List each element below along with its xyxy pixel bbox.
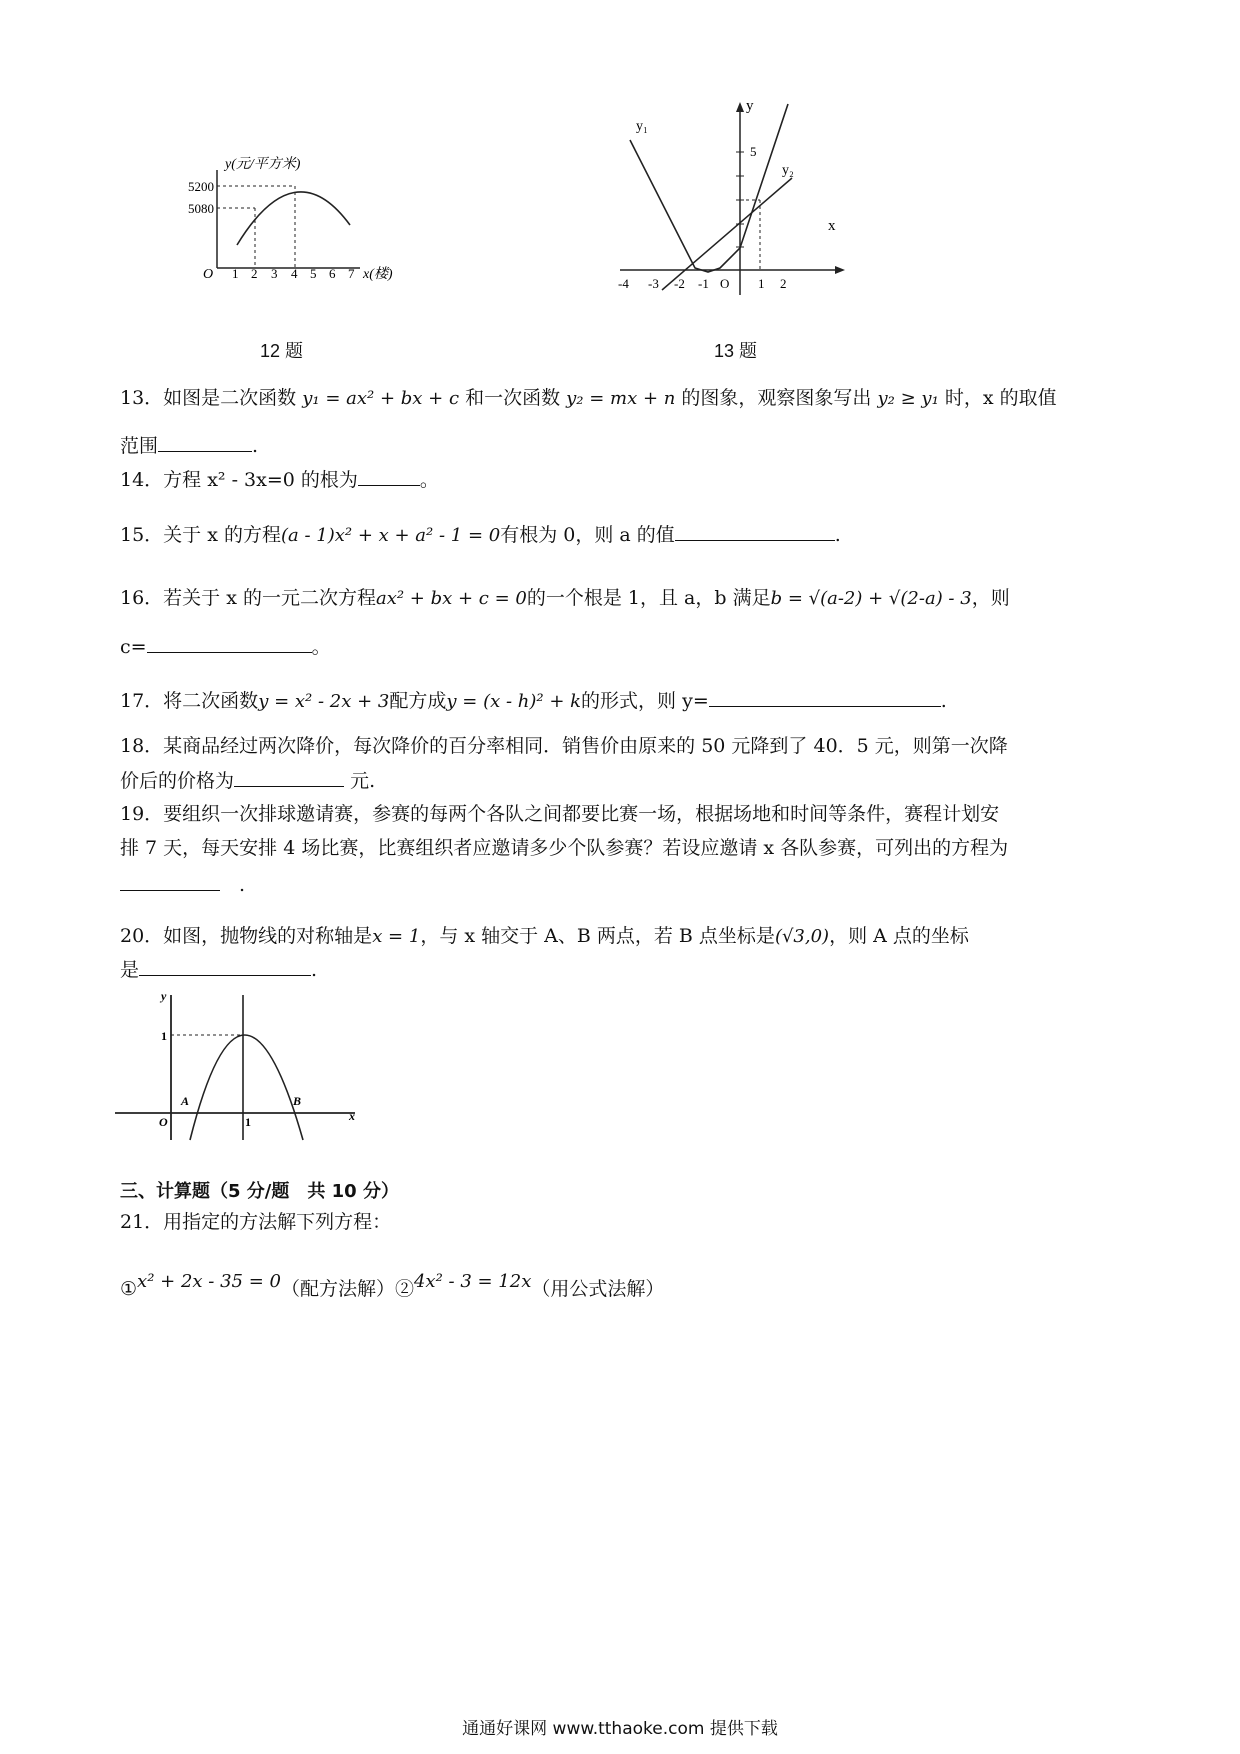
fig13-origin: O bbox=[720, 276, 730, 291]
q20-text-c: ，则 A 点的坐标 bbox=[829, 925, 969, 947]
q16-text-b: 的一个根是 1，且 a，b 满足 bbox=[526, 587, 771, 609]
question-13-line1 bbox=[120, 384, 1130, 413]
figure-13-graph bbox=[620, 100, 860, 300]
fig12-xtick-6: 6 bbox=[329, 266, 336, 281]
fig13-caption: 13 题 bbox=[714, 341, 758, 361]
q21-number-2: ② bbox=[394, 1278, 414, 1300]
fig20-label-1-x: 1 bbox=[245, 1115, 251, 1129]
q13-text-a: 13．如图是二次函数 bbox=[120, 387, 303, 409]
question-18-line1 bbox=[120, 732, 1130, 760]
fig13-tick-5: 5 bbox=[750, 144, 757, 159]
q18-text-c: 元. bbox=[350, 770, 376, 792]
q16-text-d: c= bbox=[120, 636, 147, 658]
fig13-ylabel: y bbox=[746, 98, 754, 114]
fig13-tick-2: 2 bbox=[780, 276, 787, 291]
q18-text-a: 18．某商品经过两次降价，每次降价的百分率相同．销售价由原来的 50 元降到了 40．5 元，则第一次降 bbox=[120, 735, 1008, 757]
fig13-tick-neg3: -3 bbox=[648, 276, 659, 291]
q21-method-2: （用公式法解） bbox=[531, 1278, 665, 1300]
q17-text-a: 17．将二次函数 bbox=[120, 690, 259, 712]
fig12-xlabel: x(楼) bbox=[363, 267, 393, 282]
q13-text-c: 的图象，观察图象写出 bbox=[675, 387, 878, 409]
q14-text-b: 。 bbox=[419, 469, 439, 491]
page-footer: 通通好课网 www.tthaoke.com 提供下载 bbox=[462, 1719, 778, 1739]
q21-method-1: （配方法解） bbox=[280, 1278, 395, 1300]
q15-answer-blank[interactable] bbox=[675, 520, 835, 541]
q16-eq2: b = √(a-2) + √(2-a) - 3 bbox=[770, 588, 972, 609]
question-14 bbox=[120, 465, 1130, 494]
q18-answer-blank[interactable] bbox=[234, 766, 344, 787]
fig12-ytick-5080: 5080 bbox=[188, 201, 214, 216]
fig12-xtick-1: 1 bbox=[232, 266, 239, 281]
fig20-label-B: B bbox=[293, 1094, 302, 1108]
q13-text-e: 范围 bbox=[120, 435, 159, 457]
question-20-line2 bbox=[120, 955, 1130, 984]
question-17 bbox=[120, 686, 1130, 716]
question-19-line2 bbox=[120, 834, 1130, 862]
fig12-xtick-5: 5 bbox=[310, 266, 317, 281]
q16-text-e: 。 bbox=[311, 636, 331, 658]
fig20-label-A: A bbox=[181, 1094, 190, 1108]
question-16-line1 bbox=[120, 584, 1130, 613]
section-3-heading: 三、计算题（5 分/题 共 10 分） bbox=[120, 1181, 399, 1202]
fig12-caption: 12 题 bbox=[260, 341, 304, 361]
fig12-origin: O bbox=[203, 267, 214, 282]
q21-eq1: x² + 2x - 35 = 0 bbox=[137, 1271, 281, 1292]
figure-12-graph bbox=[188, 150, 425, 290]
q15-text-b: 有根为 0，则 a 的值 bbox=[500, 524, 675, 546]
q21-text: 21．用指定的方法解下列方程： bbox=[120, 1211, 392, 1233]
fig13-y2-label: y₂ bbox=[782, 163, 794, 178]
q17-eq1: y = x² - 2x + 3 bbox=[258, 691, 390, 712]
q13-answer-blank[interactable] bbox=[158, 431, 252, 452]
q17-text-b: 配方成 bbox=[389, 690, 447, 712]
q20-text-b: ，与 x 轴交于 A、B 两点，若 B 点坐标是 bbox=[420, 925, 775, 947]
question-19-line1 bbox=[120, 800, 1130, 828]
q16-text-a: 16．若关于 x 的一元二次方程 bbox=[120, 587, 376, 609]
q20-text-e: . bbox=[311, 959, 318, 981]
q13-text-b: 和一次函数 bbox=[459, 387, 567, 409]
question-18-line2 bbox=[120, 766, 1130, 795]
q15-eq: (a - 1)x² + x + a² - 1 = 0 bbox=[280, 525, 501, 546]
q13-text-f: . bbox=[252, 435, 259, 457]
question-20-line1 bbox=[120, 922, 1130, 951]
question-15 bbox=[120, 520, 1130, 550]
fig13-tick-1: 1 bbox=[758, 276, 765, 291]
fig13-y1-label: y₁ bbox=[636, 119, 648, 134]
fig13-tick-neg4: -4 bbox=[618, 276, 629, 291]
fig13-tick-neg1: -1 bbox=[698, 276, 709, 291]
question-19-line3 bbox=[120, 870, 1130, 899]
q14-answer-blank[interactable] bbox=[358, 465, 420, 486]
q20-text-d: 是 bbox=[120, 959, 140, 981]
q16-answer-blank[interactable] bbox=[147, 632, 312, 653]
fig20-xlabel: x bbox=[349, 1109, 355, 1123]
q20-eq2: (√3,0) bbox=[774, 926, 830, 947]
fig12-xtick-3: 3 bbox=[271, 266, 278, 281]
question-13-line2 bbox=[120, 431, 1130, 460]
q17-text-c: 的形式，则 y= bbox=[581, 690, 709, 712]
q20-text-a: 20．如图，抛物线的对称轴是 bbox=[120, 925, 373, 947]
q19-text-b: 排 7 天，每天安排 4 场比赛，比赛组织者应邀请多少个队参赛？若设应邀请 x 各队参赛，可列出的方程为 bbox=[120, 837, 1009, 859]
q13-text-d: 时，x 的取值 bbox=[938, 387, 1057, 409]
fig12-xtick-7: 7 bbox=[348, 266, 355, 281]
q16-text-c: ，则 bbox=[971, 587, 1010, 609]
q20-answer-blank[interactable] bbox=[139, 955, 311, 976]
fig12-xtick-2: 2 bbox=[251, 266, 258, 281]
q19-text-c: . bbox=[239, 874, 246, 896]
fig12-ylabel: y(元/平方米) bbox=[225, 157, 301, 172]
q17-answer-blank[interactable] bbox=[709, 686, 941, 707]
q18-text-b: 价后的价格为 bbox=[120, 770, 235, 792]
fig20-ylabel: y bbox=[161, 989, 167, 1003]
q17-eq2: y = (x - h)² + k bbox=[446, 691, 582, 712]
q13-eq-inequality: y₂ ≥ y₁ bbox=[877, 388, 939, 409]
question-21-equations bbox=[120, 1268, 1130, 1303]
fig20-label-1-y: 1 bbox=[161, 1029, 167, 1043]
q13-eq-quadratic: y₁ = ax² + bx + c bbox=[302, 388, 460, 409]
q19-answer-blank[interactable] bbox=[120, 870, 220, 891]
figure-20-graph bbox=[115, 990, 365, 1145]
question-16-line2 bbox=[120, 632, 1130, 661]
fig20-origin: O bbox=[159, 1115, 168, 1129]
q17-text-d: . bbox=[940, 690, 947, 712]
fig12-ytick-5200: 5200 bbox=[188, 179, 214, 194]
q16-eq: ax² + bx + c = 0 bbox=[375, 588, 527, 609]
q20-eq1: x = 1 bbox=[372, 926, 421, 947]
fig13-xlabel: x bbox=[828, 218, 836, 234]
question-21 bbox=[120, 1208, 1130, 1236]
q15-text-a: 15．关于 x 的方程 bbox=[120, 524, 281, 546]
q19-text-a: 19．要组织一次排球邀请赛，参赛的每两个各队之间都要比赛一场，根据场地和时间等条件，赛程计划安 bbox=[120, 803, 1000, 825]
q21-number-1: ① bbox=[120, 1278, 138, 1300]
q14-text-a: 14．方程 x² - 3x=0 的根为 bbox=[120, 469, 358, 491]
fig13-tick-neg2: -2 bbox=[674, 276, 685, 291]
q15-text-c: . bbox=[834, 524, 841, 546]
q13-eq-linear: y₂ = mx + n bbox=[566, 388, 676, 409]
fig12-xtick-4: 4 bbox=[291, 266, 298, 281]
q21-eq2: 4x² - 3 = 12x bbox=[413, 1271, 532, 1292]
